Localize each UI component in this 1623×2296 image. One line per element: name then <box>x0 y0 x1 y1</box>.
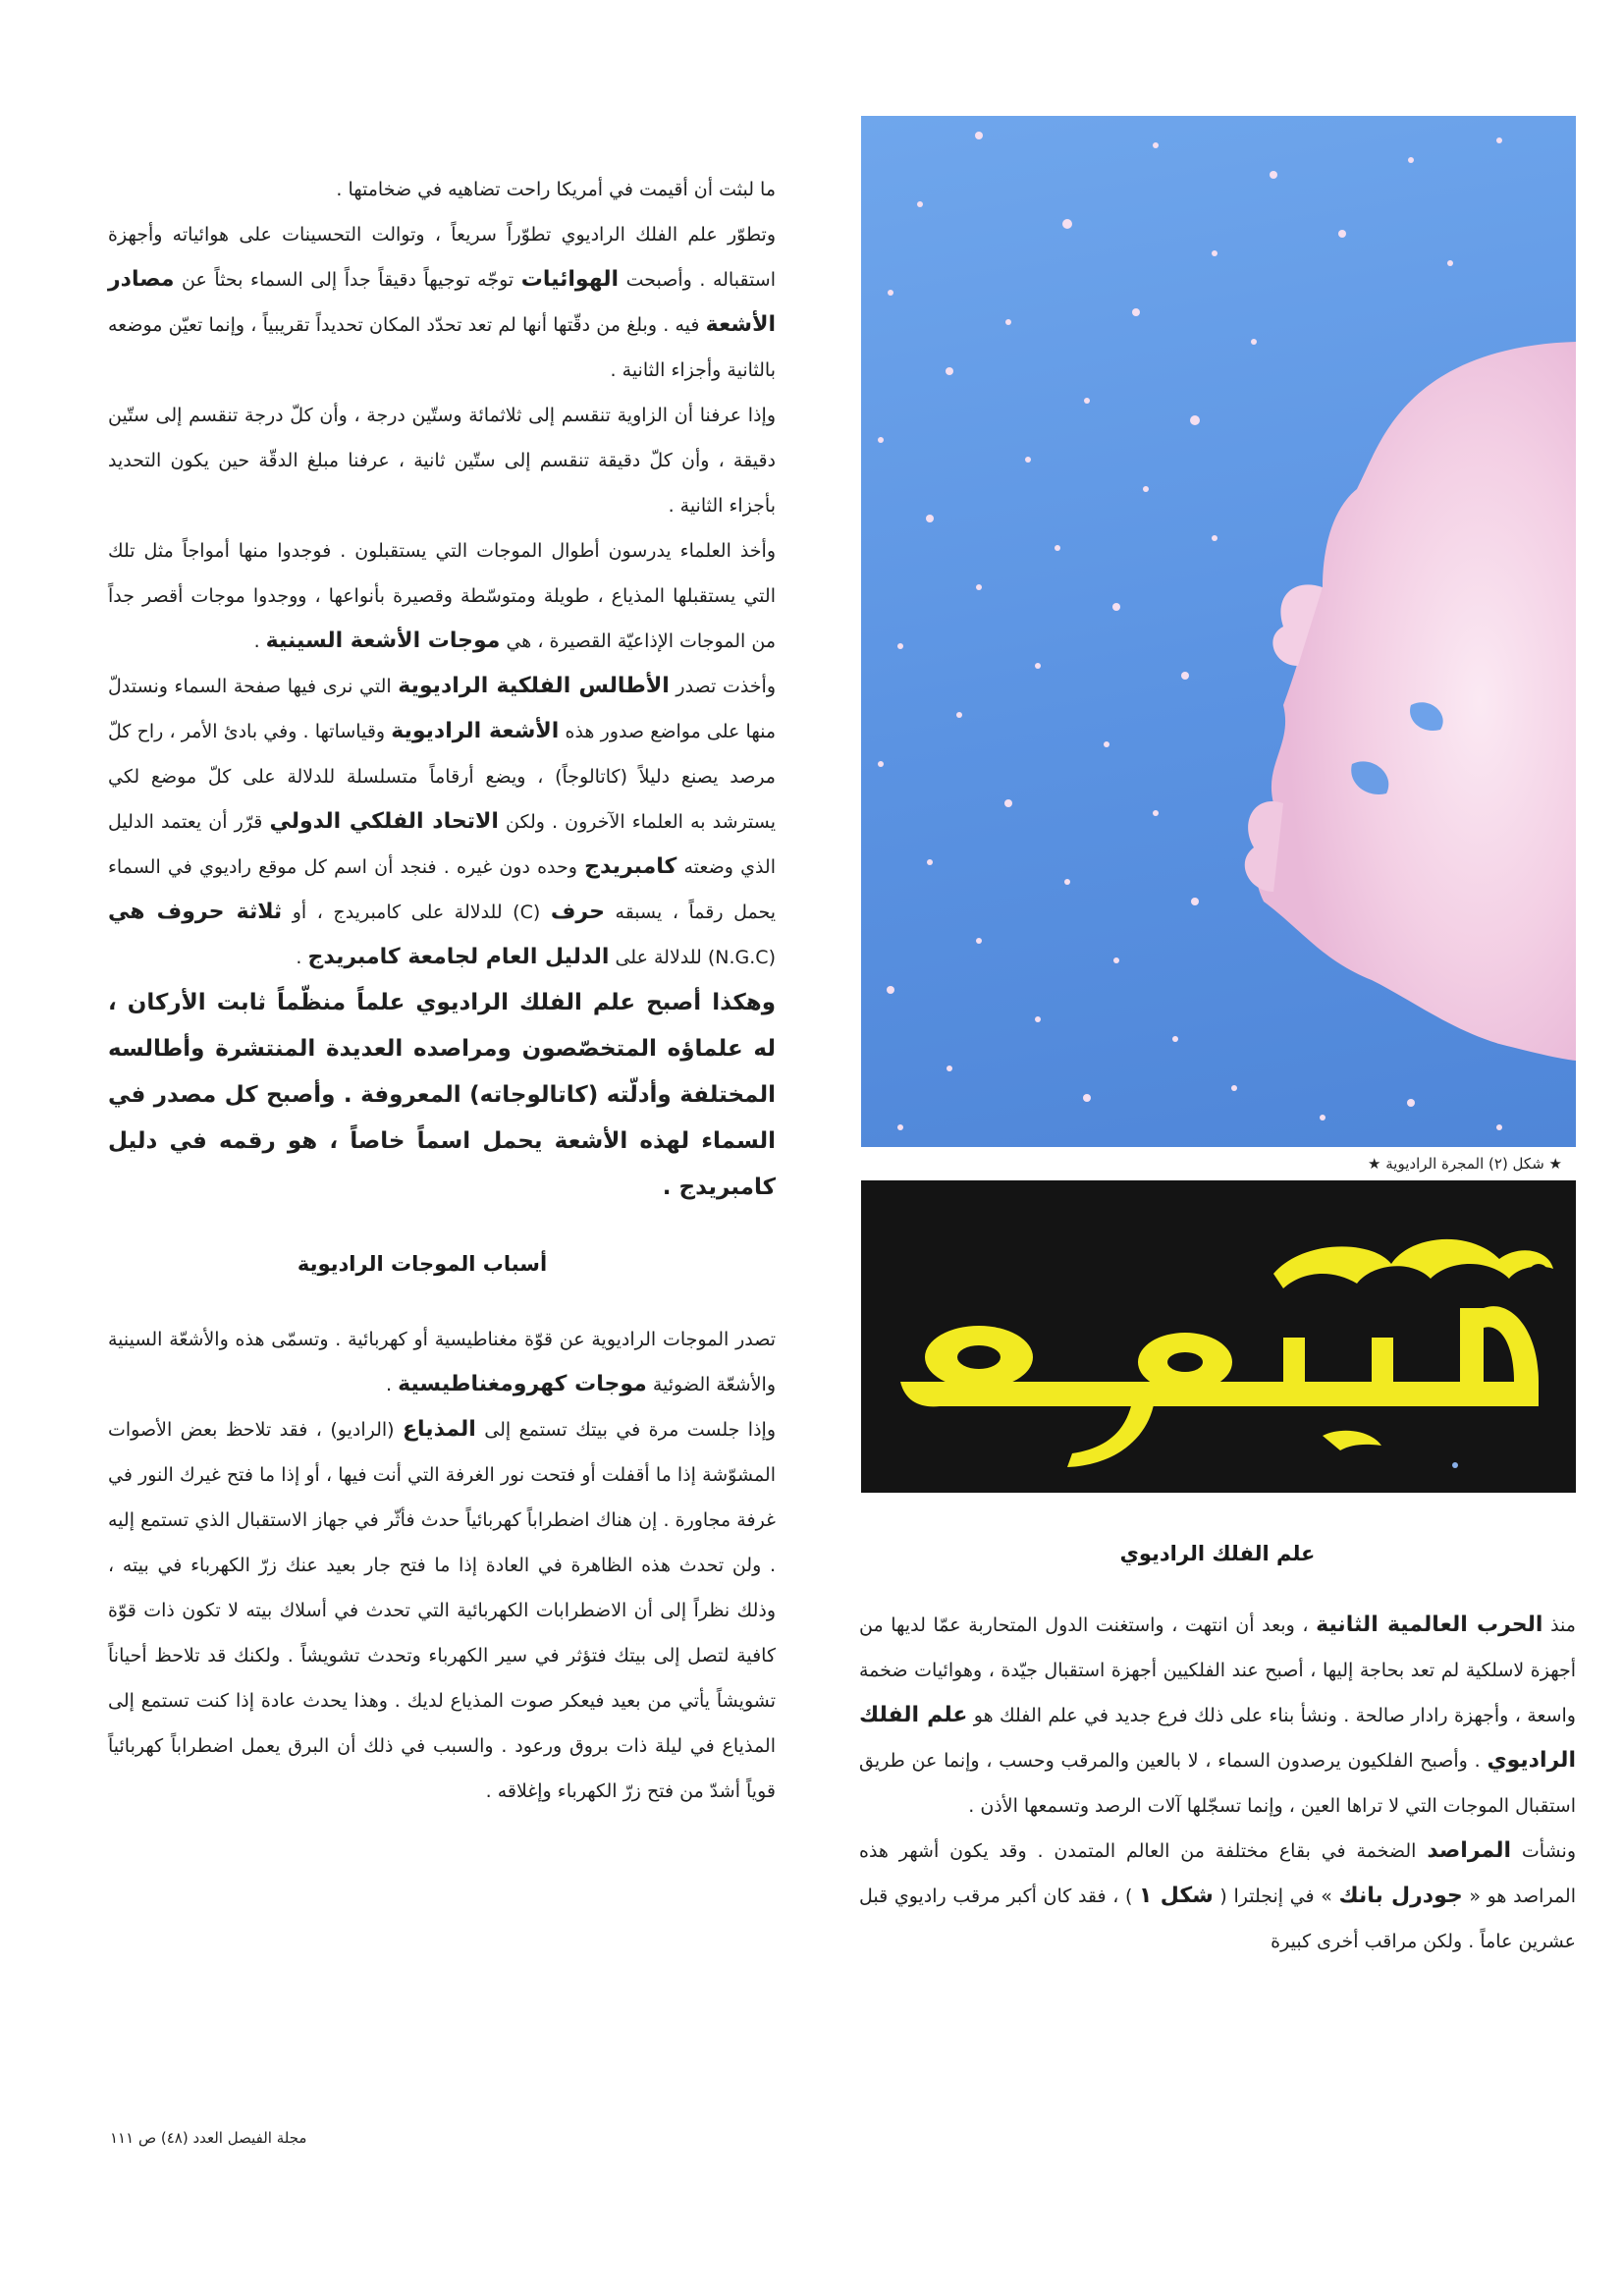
text-run: وأخذت تصدر <box>669 676 776 697</box>
emphasized-text: جودرل بانك <box>1338 1884 1463 1908</box>
text-run: . وأصبح الفلكيون يرصدون السماء ، لا بالعين والمرقب وحسب ، وإنما عن طريق استقبال الموجات التي لا تراها العين ، وإنما تسجّلها آلات الرصد وتسمعها الأذن . <box>859 1750 1576 1817</box>
text-run: التي نرى فيها صفحة السماء ونستدلّ منها على مواضع صدور هذه <box>108 676 776 742</box>
text-run: (C) للدلالة على كامبريدج ، أو <box>282 902 551 923</box>
emphasized-text: ثلاثة حروف هي <box>108 900 283 924</box>
emphasized-text: شكل ١ <box>1139 1884 1214 1908</box>
emphasized-text: الأشعة الراديوية <box>391 719 560 743</box>
text-run: توجّه توجيهاً دقيقاً جداً إلى السماء بحثاً عن <box>174 269 521 291</box>
text-run: وتطوّر علم الفلك الراديوي تطوّراً سريعاً ، وتوالت التحسينات على هوائياته وأجهزة استقباله . وأصبحت <box>108 224 776 291</box>
emphasized-text: الحرب العالمية الثانية <box>1316 1613 1543 1637</box>
text-run: وإذا جلست مرة في بيتك تستمع إلى <box>475 1419 776 1441</box>
text-run: (الراديو) ، فقد تلاحظ بعض الأصوات المشوّشة إذا ما أقفلت أو فتحت نور الغرفة التي أنت فيها ، أو إذا ما فتح غيرك النور في غرفة مجاورة . إن هناك اضطراباً كهربائياً حدث فأثّر في جهاز الاستقبال الذي تستمع إليه . ولن تحدث هذه الظاهرة في العادة إذا ما فتح جار بعيد عنك زرّ الكهرباء في بيته ، وذلك نظراً إلى أن الاضطرابات الكهربائية التي تحدث في أسلاك بيته لا تكون ذات قوّة كافية لتصل إلى بيتك فتؤثر في سير الكهرباء وتحدث تشويشاً . ولكنك قد تلاحظ أحياناً تشويشاً يأتي من بعيد فيعكر صوت المذياع لديك . وهذا يحدث عادة إذا كنت تستمع إلى المذياع في ليلة ذات بروق ورعود . والسبب في ذلك أن البرق يعمل اضطراباً كهربائياً قوياً أشدّ من فتح زرّ الكهرباء وإغلاقه . <box>108 1419 776 1802</box>
paragraph <box>108 1317 776 1407</box>
text-run: وهكذا أصبح علم الفلك الراديوي علماً منظّماً ثابت الأركان ، له علماؤه المتخصّصون ومراصده العديدة المنتشرة وأطالسه المختلفة وأدلّته (كاتالوجاته) المعروفة . وأصبح كل مصدر في السماء لهذه الأشعة يحمل اسماً خاصاً ، هو رقمه في دليل كامبريدج . <box>108 990 776 1200</box>
paragraph <box>108 1407 776 1814</box>
emphasized-text: الاتحاد الفلكي الدولي <box>269 809 499 834</box>
emphasized-text: حرف <box>550 900 605 924</box>
paragraph <box>108 528 776 664</box>
emphasized-text: موجات الأشعة السينية <box>265 629 501 653</box>
left-column-summary <box>108 980 776 1211</box>
paragraph <box>108 167 776 212</box>
page-footer: مجلة الفيصل العدد (٤٨) ص ١١١ <box>110 2129 307 2147</box>
radio-galaxy-illustration <box>861 116 1576 1147</box>
paragraph <box>108 664 776 980</box>
text-run: . <box>253 630 266 652</box>
emphasized-text: موجات كهرومغناطيسية <box>398 1372 647 1396</box>
emphasized-text: الأطالس الفلكية الراديوية <box>398 674 670 698</box>
text-run: ، وبعد أن انتهت ، واستغنت الدول المتحاربة عمّا لديها من أجهزة لاسلكية لم تعد بحاجة إليها ، أصبح عند الفلكيين أجهزة استقبال جيّدة ، وهوائيات ضخمة واسعة ، وأجهزة رادار صالحة . ونشأ بناء على ذلك فرع جديد في علم الفلك هو <box>859 1614 1576 1726</box>
text-run: » في إنجلترا ( <box>1213 1886 1339 1907</box>
paragraph <box>108 980 776 1211</box>
left-column-body-bottom <box>108 1317 776 1814</box>
text-run: ما لبثت أن أقيمت في أمريكا راحت تضاهيه في ضخامتها . <box>336 179 776 200</box>
text-run: ) ، فقد كان أكبر مرقب راديوي قبل عشرين عاماً . ولكن مراقب أخرى كبيرة <box>859 1886 1576 1952</box>
right-column-body <box>859 1603 1576 1964</box>
galaxy-glow <box>1255 342 1576 1061</box>
text-run: . <box>386 1374 399 1395</box>
text-run: وأخذ العلماء يدرسون أطوال الموجات التي يستقبلون . فوجدوا منها أمواجاً مثل تلك التي يستقبلها المذياع ، طويلة ومتوسّطة وقصيرة بأنواعها ، ووجدوا موجات أقصر جداً من الموجات الإذاعيّة القصيرة ، هي <box>108 540 776 652</box>
text-run: (N.G.C) للدلالة على <box>609 947 776 968</box>
sub-heading: أسباب الموجات الراديوية <box>297 1252 548 1276</box>
emphasized-text: كامبريدج <box>584 854 677 879</box>
emphasized-text: المراصد <box>1427 1838 1512 1863</box>
text-run: منذ <box>1542 1614 1576 1636</box>
emphasized-text: المذياع <box>403 1417 476 1442</box>
left-column <box>108 167 776 1814</box>
text-run: وحده دون غيره . فنجد أن اسم كل موقع راديوي في السماء يحمل رقماً ، يسبقه <box>108 856 777 923</box>
text-run: وإذا عرفنا أن الزاوية تنقسم إلى ثلاثمائة وستّين درجة ، وأن كلّ درجة تنقسم إلى ستّين دقيقة ، وأن كلّ دقيقة تنقسم إلى ستّين ثانية ، عرفنا مبلغ الدقّة حين يكون التحديد بأجزاء الثانية . <box>108 405 776 517</box>
text-run: فيه . وبلغ من دقّتها أنها لم تعد تحدّد المكان تحديداً تقريبياً ، وإنما تعيّن موضعه بالثانية وأجزاء الثانية . <box>108 314 776 381</box>
left-column-body-top <box>108 167 776 980</box>
emphasized-text: علم الفلك الراديوي <box>859 1703 1576 1773</box>
radio-galaxy-photo <box>861 116 1576 1147</box>
text-run: تصدر الموجات الراديوية عن قوّة مغناطيسية أو كهربائية . وتسمّى هذه والأشعّة السينية والأشعّة الضوئية <box>108 1329 776 1395</box>
text-run: ونشأت <box>1511 1840 1576 1862</box>
calligraphy-word <box>861 1180 1576 1493</box>
right-column <box>859 116 1576 1964</box>
text-run: . <box>296 947 308 968</box>
paragraph <box>859 1829 1576 1964</box>
emphasized-text: الهوائيات <box>520 267 620 292</box>
text-run: وقياساتها . وفي بادئ الأمر ، راح كلّ مرصد يصنع دليلاً (كاتالوجاً) ، ويضع أرقاماً متسلسلة للدلالة على كلّ موضع لكي يسترشد به العلماء الآخرون . ولكن <box>108 721 776 833</box>
paragraph <box>859 1603 1576 1829</box>
paragraph <box>108 212 776 393</box>
calligraphy-banner <box>861 1180 1576 1493</box>
section-title: علم الفلك الراديوي <box>1119 1542 1316 1565</box>
emphasized-text: مصادر الأشعة <box>108 267 776 337</box>
text-run: قرّر أن يعتمد الدليل الذي وضعته <box>108 811 776 878</box>
emphasized-text: الدليل العام لجامعة كامبريدج <box>307 945 610 969</box>
paragraph <box>108 393 776 528</box>
text-run: الضخمة في بقاع مختلفة من العالم المتمدن . وقد يكون أشهر هذه المراصد هو « <box>859 1840 1576 1907</box>
figure-caption: ★ شكل (٢) المجرة الراديوية ★ <box>1368 1155 1562 1173</box>
